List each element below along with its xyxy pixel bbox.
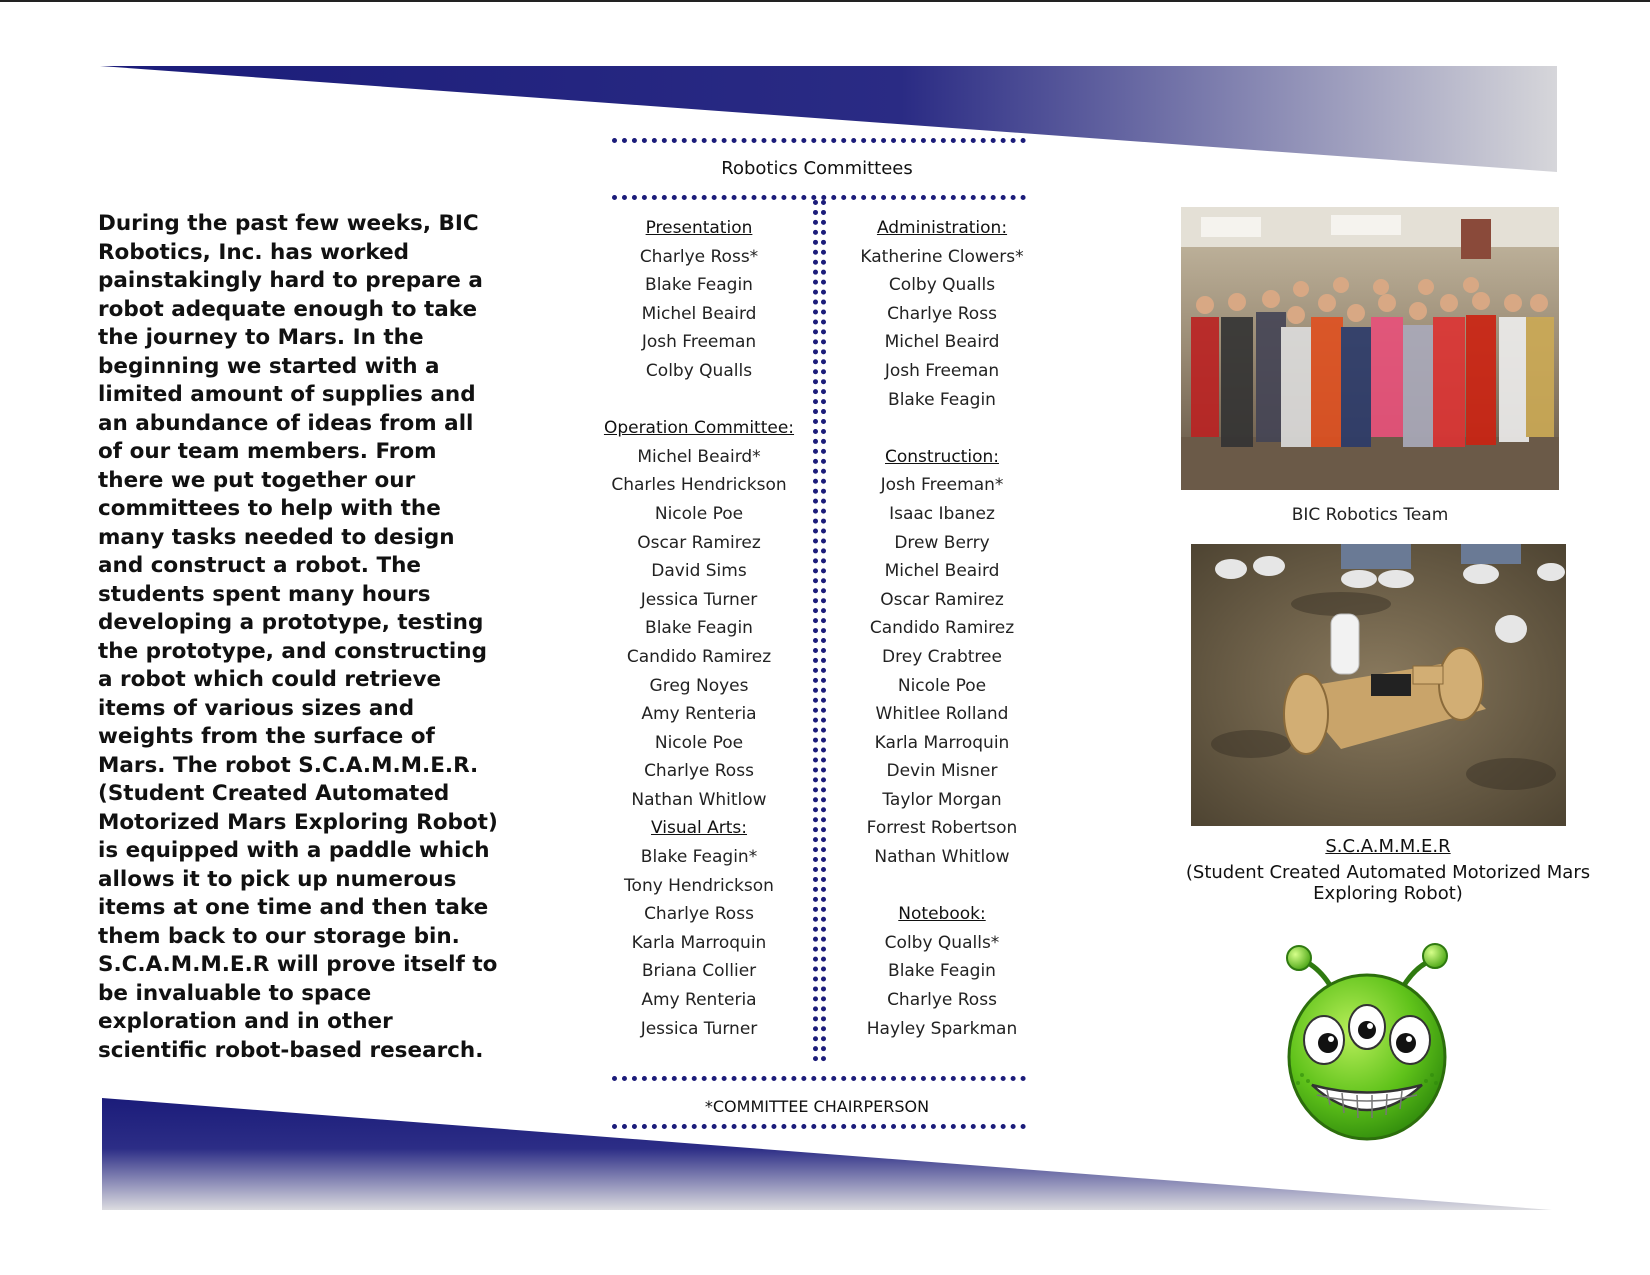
committee-member: Nicole Poe [897, 675, 987, 696]
committee-member: Tony Hendrickson [624, 875, 774, 896]
footnote-bottom-dotted-rule [612, 1124, 1026, 1129]
committee-member: Nathan Whitlow [874, 847, 1010, 868]
right-committee-column [827, 214, 1057, 1043]
committee-heading-construction: Construction: [885, 446, 999, 467]
intro-paragraph: During the past few weeks, BIC Robotics, Inc. has worked painstakingly hard to prepare a robot adequate enough to take the journey to Mars. In the beginning we started with a limited amount of supplies and an abundance of ideas from all of our team members. From there we put together our committees to help with the many tasks needed to design and construct a robot. The students spent many hours developing a prototype, testing the prototype, and constructing a robot which could retrieve items of various sizes and weights from the surface of Mars. The robot S.C.A.M.M.E.R. (Student Created Automated Motorized Mars Exploring Robot) is equipped with a paddle which allows it to pick up numerous items at one time and then take them back to our storage bin. S.C.A.M.M.E.R will prove itself to be invaluable to space exploration and in other scientific robot-based research. [98, 211, 498, 1063]
committee-member: Isaac Ibanez [889, 503, 995, 524]
committee-member: Charlye Ross [887, 990, 997, 1011]
committee-member: Briana Collier [641, 961, 757, 982]
committee-member: Blake Feagin [645, 618, 753, 639]
committee-member: Blake Feagin [888, 961, 996, 982]
committee-member: Taylor Morgan [882, 789, 1002, 810]
committee-member: Karla Marroquin [631, 932, 767, 953]
alien-mascot-icon [1272, 935, 1462, 1149]
committee-member: Nicole Poe [654, 503, 744, 524]
committee-member: Devin Misner [886, 761, 998, 782]
committee-member: Amy Renteria [641, 990, 757, 1011]
committee-member: Colby Qualls* [884, 932, 1000, 953]
team-photo-caption: BIC Robotics Team [1291, 505, 1449, 525]
committee-member: Candido Ramirez [626, 646, 772, 667]
committee-heading-operation: Operation Committee: [603, 418, 795, 439]
committee-member: Oscar Ramirez [637, 532, 761, 553]
robot-title: S.C.A.M.M.E.R [1325, 836, 1451, 857]
committee-member: Charlye Ross [644, 761, 754, 782]
committee-member: Greg Noyes [649, 675, 749, 696]
committee-heading-presentation: Presentation [645, 218, 753, 238]
committee-heading-administration: Administration: [876, 218, 1008, 238]
committee-heading-visual-arts: Visual Arts: [650, 818, 748, 839]
top-border [0, 0, 1650, 2]
committee-member: Nathan Whitlow [631, 789, 767, 810]
committee-member: Candido Ramirez [869, 618, 1015, 639]
left-committee-column [584, 214, 814, 1043]
committee-member: Drew Berry [894, 532, 990, 553]
committee-member: Michel Beaird [641, 303, 757, 324]
committee-member: Katherine Clowers* [860, 246, 1024, 267]
committee-member: Charlye Ross [644, 904, 754, 925]
title-bottom-dotted-rule [612, 195, 1026, 200]
chairperson-footnote: *COMMITTEE CHAIRPERSON [704, 1097, 930, 1116]
committee-member: Michel Beaird [884, 332, 1000, 353]
committee-member: Forrest Robertson [866, 818, 1018, 839]
committee-member: Blake Feagin [888, 389, 996, 410]
committee-member: Charlye Ross* [639, 246, 759, 267]
committee-member: Whitlee Rolland [875, 704, 1009, 725]
team-photo [1181, 207, 1559, 490]
committee-heading-notebook: Notebook: [898, 904, 986, 925]
committee-member: Jessica Turner [640, 589, 758, 610]
committees-title: Robotics Committees [721, 158, 913, 179]
committee-member: Colby Qualls [645, 360, 753, 381]
committee-member: Colby Qualls [888, 275, 996, 296]
committee-member: Michel Beaird [884, 561, 1000, 582]
committee-member: Michel Beaird* [637, 446, 761, 467]
committee-member: Jessica Turner [640, 1018, 758, 1039]
robot-subtitle: (Student Created Automated Motorized Mars Exploring Robot) [1185, 862, 1591, 904]
committee-member: Josh Freeman [641, 332, 757, 353]
committee-member: Charlye Ross [887, 303, 997, 324]
committee-member: David Sims [651, 561, 747, 582]
footnote-top-dotted-rule [612, 1076, 1026, 1081]
committee-member: Blake Feagin* [640, 847, 758, 868]
committee-member: Josh Freeman* [880, 475, 1004, 496]
committee-member: Blake Feagin [645, 275, 753, 296]
title-top-dotted-rule [612, 138, 1026, 143]
committee-member: Oscar Ramirez [880, 589, 1004, 610]
robot-photo [1191, 544, 1566, 826]
committee-member: Charles Hendrickson [611, 475, 787, 496]
committee-member: Hayley Sparkman [866, 1018, 1018, 1039]
committee-member: Karla Marroquin [874, 732, 1010, 753]
committee-member: Amy Renteria [641, 704, 757, 725]
committee-member: Nicole Poe [654, 732, 744, 753]
committee-member: Josh Freeman [884, 360, 1000, 381]
committee-member: Drey Crabtree [882, 646, 1002, 667]
column-divider-inner [821, 200, 826, 1062]
